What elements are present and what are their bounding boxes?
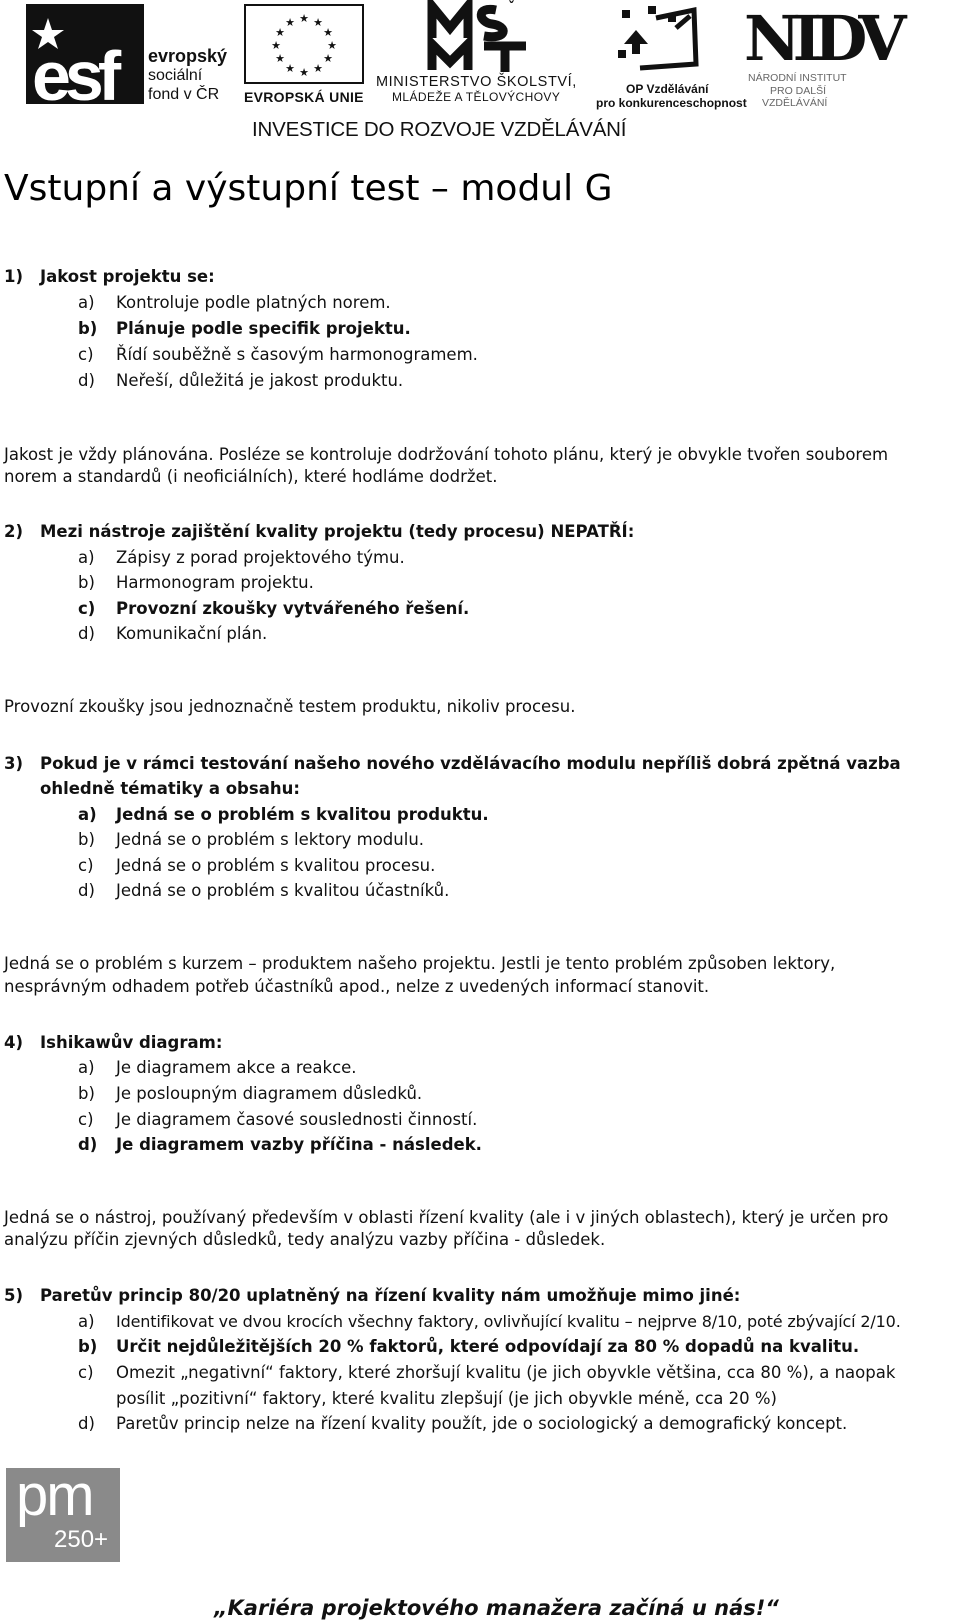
option-letter: a): [78, 1312, 95, 1331]
question-text: Paretův princip 80/20 uplatněný na řízení kvality nám umožňuje mimo jiné:: [40, 1286, 741, 1305]
option-letter-correct: a): [78, 805, 97, 824]
option-text: Je diagramem akce a reakce.: [116, 1058, 357, 1077]
explanation-line: norem a standardů (i neoficiálních), které hodláme dodržet.: [4, 467, 498, 486]
op-mark-icon: [616, 4, 712, 78]
question-number: 4): [4, 1033, 24, 1052]
question-number: 5): [4, 1286, 24, 1305]
question-text: Ishikawův diagram:: [40, 1033, 223, 1052]
eu-stars-icon: [244, 4, 364, 84]
option-letter-correct: b): [78, 1337, 98, 1356]
nidv-line2: PRO DALŠÍ: [770, 85, 827, 97]
op-line1: OP Vzdělávání: [626, 82, 709, 96]
op-logo: [594, 4, 747, 110]
option-text: Paretův princip nelze na řízení kvality použít, jde o sociologický a demografický koncept.: [116, 1414, 848, 1433]
option-text: Harmonogram projektu.: [116, 573, 314, 592]
explanation-line: nesprávným odhadem potřeb účastníků apod., nelze z uvedených informací stanovit.: [4, 977, 710, 996]
nidv-line1: NÁRODNÍ INSTITUT: [748, 72, 847, 84]
option-letter: c): [78, 1363, 94, 1382]
option-letter: d): [78, 371, 95, 390]
question-number: 2): [4, 522, 24, 541]
option-letter-correct: c): [78, 599, 96, 618]
question-text: Jakost projektu se:: [40, 267, 215, 286]
option-letter: a): [78, 548, 95, 567]
question-number: 1): [4, 267, 24, 286]
msmt-mark-icon: [426, 0, 536, 74]
svg-text:ˇ: ˇ: [508, 0, 515, 16]
option-letter-correct: b): [78, 319, 98, 338]
option-text-correct: Provozní zkoušky vytvářeného řešení.: [116, 599, 470, 618]
option-text-correct: Plánuje podle specifik projektu.: [116, 319, 411, 338]
question-text: Pokud je v rámci testování našeho nového vzdělávacího modulu nepříliš dobrá zpětná vazba: [40, 754, 901, 773]
svg-text:★: ★: [299, 66, 309, 79]
option-text: Jedná se o problém s lektory modulu.: [116, 830, 425, 849]
msmt-line2: MLÁDEŽE A TĚLOVÝCHOVY: [392, 90, 561, 104]
option-letter-correct: d): [78, 1135, 98, 1154]
eu-label: EVROPSKÁ UNIE: [244, 89, 364, 105]
svg-text:★: ★: [285, 16, 295, 29]
footer-slogan: „Kariéra projektového manažera začíná u nás!“: [214, 1596, 779, 1620]
explanation-line: Provozní zkoušky jsou jednoznačně testem produktu, nikoliv procesu.: [4, 697, 576, 716]
question-text: Mezi nástroje zajištění kvality projektu (tedy procesu) NEPATŘÍ:: [40, 522, 635, 541]
svg-text:★: ★: [271, 39, 281, 52]
question-number: 3): [4, 754, 24, 773]
option-text: Je diagramem časové souslednosti činností.: [116, 1110, 478, 1129]
esf-mark-icon: [26, 4, 144, 115]
option-text: Je posloupným diagramem důsledků.: [116, 1084, 423, 1103]
pm-logo: [6, 1463, 120, 1562]
svg-text:★: ★: [313, 16, 323, 29]
option-letter: c): [78, 1110, 94, 1129]
option-text: Neřeší, důležitá je jakost produktu.: [116, 371, 404, 390]
option-text: Jedná se o problém s kvalitou účastníků.: [116, 881, 450, 900]
option-letter: b): [78, 1084, 95, 1103]
nidv-logo: [740, 2, 899, 109]
esf-line2: sociální: [148, 67, 203, 84]
esf-line1: evropský: [148, 46, 228, 66]
option-letter: b): [78, 830, 95, 849]
option-text-correct: Je diagramem vazby příčina - následek.: [116, 1135, 482, 1154]
option-text: Zápisy z porad projektového týmu.: [116, 548, 405, 567]
header-logos: [0, 0, 960, 150]
svg-text:★: ★: [323, 52, 333, 65]
svg-text:★: ★: [313, 62, 323, 75]
option-text: Komunikační plán.: [116, 624, 268, 643]
esf-line3: fond v ČR: [148, 86, 220, 103]
explanation-line: analýzu příčin zjevných důsledků, tedy analýzu vazby příčina - důsledek.: [4, 1230, 606, 1249]
explanation-line: Jedná se o problém s kurzem – produktem našeho projektu. Jestli je tento problém způsoben lektory,: [4, 954, 836, 973]
footer: [0, 1460, 960, 1623]
option-letter: c): [78, 856, 94, 875]
nidv-line3: VZDĚLÁVÁNÍ: [762, 97, 828, 109]
option-text: Jedná se o problém s kvalitou procesu.: [116, 856, 436, 875]
msmt-line1: MINISTERSTVO ŠKOLSTVÍ,: [376, 74, 577, 90]
option-letter: b): [78, 573, 95, 592]
option-text-correct: Určit nejdůležitějších 20 % faktorů, které odpovídají za 80 % dopadů na kvalitu.: [116, 1337, 860, 1356]
svg-text:NIDV: NIDV: [744, 2, 899, 75]
svg-text:esf: esf: [32, 37, 116, 115]
svg-text:★: ★: [285, 62, 295, 75]
option-letter: a): [78, 1058, 95, 1077]
option-text: Kontroluje podle platných norem.: [116, 293, 391, 312]
investice-tagline: INVESTICE DO ROZVOJE VZDĚLÁVÁNÍ: [252, 118, 627, 141]
option-letter: d): [78, 624, 95, 643]
option-text-correct: Jedná se o problém s kvalitou produktu.: [116, 805, 489, 824]
svg-text:★: ★: [323, 26, 333, 39]
option-text: Řídí souběžně s časovým harmonogramem.: [116, 345, 478, 364]
svg-text:★: ★: [299, 12, 309, 25]
option-text: Identifikovat ve dvou krocích všechny faktory, ovlivňující kvalitu – nejprve 8/10, poté zbývající 2/10.: [116, 1312, 901, 1331]
pm-logo-number: 250+: [54, 1526, 109, 1553]
op-line2: pro konkurenceschopnost: [596, 96, 747, 110]
page-title: Vstupní a výstupní test – modul G: [4, 168, 613, 209]
explanation-line: Jakost je vždy plánována. Posléze se kontroluje dodržování tohoto plánu, který je obvykle tvořen souborem: [4, 445, 889, 464]
pm-logo-text: pm: [16, 1463, 93, 1528]
option-letter: d): [78, 1414, 95, 1433]
option-letter: a): [78, 293, 95, 312]
explanation-line: Jedná se o nástroj, používaný především v oblasti řízení kvality (ale i v jiných oblastech), který je určen pro: [4, 1208, 889, 1227]
msmt-logo: [374, 0, 588, 108]
option-text: Omezit „negativní“ faktory, které zhoršují kvalitu (je jich obyvkle většina, cca 80 %), a naopak: [116, 1363, 896, 1382]
question-text-cont: ohledně tématiky a obsahu:: [40, 779, 300, 798]
esf-logo: [26, 4, 238, 115]
option-letter: d): [78, 881, 95, 900]
eu-logo: [242, 4, 366, 108]
option-letter: c): [78, 345, 94, 364]
nidv-mark-icon: [744, 2, 899, 75]
svg-text:★: ★: [275, 26, 285, 39]
svg-text:★: ★: [275, 52, 285, 65]
option-text-cont: posílit „pozitivní“ faktory, které kvalitu zlepšují (je jich obyvkle méně, cca 20 %): [116, 1389, 777, 1408]
svg-text:★: ★: [327, 39, 337, 52]
